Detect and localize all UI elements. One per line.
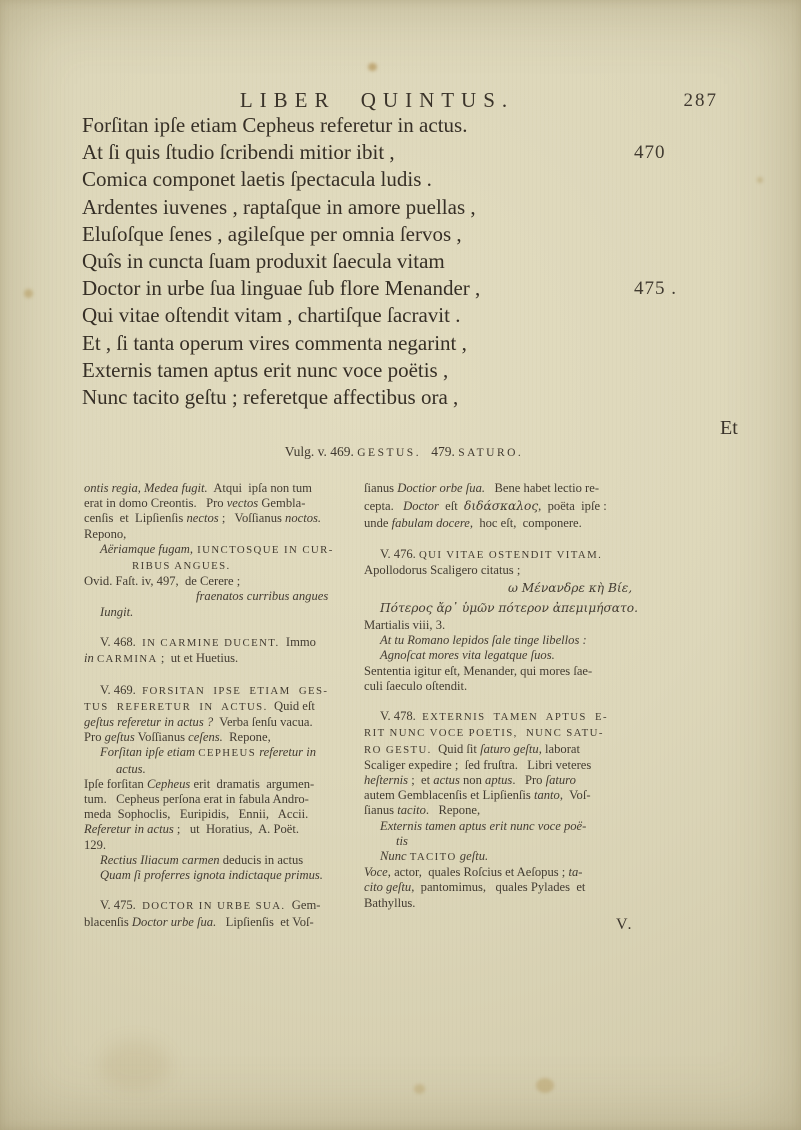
notes-column-left xyxy=(84,481,358,930)
note-line xyxy=(364,788,684,803)
text-segment: geſtus referetur in actus ? xyxy=(84,715,214,730)
note-line xyxy=(364,709,684,725)
text-segment: CARMINA xyxy=(96,653,158,666)
text-segment: cepta. xyxy=(364,499,404,514)
text-segment: geſtus xyxy=(104,730,135,745)
text-segment: RO GESTU. xyxy=(364,743,432,756)
note-line xyxy=(84,915,358,930)
verse-text: Et , ſi tanta operum vires commenta negarint , xyxy=(82,330,467,355)
note-line xyxy=(84,635,358,651)
text-segment: Lipſienſis et Voſ- xyxy=(216,914,314,929)
text-segment: Externis tamen aptus erit nunc voce poë- xyxy=(380,818,587,833)
text-segment: ſaturo xyxy=(545,773,576,788)
text-segment: ontis regia, Medea fugit. xyxy=(84,481,208,495)
verse-text: Comica componet laetis ſpectacula ludis . xyxy=(82,167,432,192)
text-segment: fabulam docere, xyxy=(391,516,474,531)
verse-text: Quîs in cuncta ſuam produxit ſaecula vitam xyxy=(82,248,445,273)
text-segment: meda Sophoclis, Euripidis, Ennii, Accii. xyxy=(84,807,309,822)
text-segment: V. 469. xyxy=(100,682,143,697)
note-line xyxy=(364,742,684,758)
text-segment: Verba ſenſu vacua. xyxy=(213,715,313,730)
text-segment: SATURO. xyxy=(458,447,524,459)
paper-stain xyxy=(24,289,33,298)
text-segment: Repono, xyxy=(84,526,127,541)
paper-stain xyxy=(368,63,377,71)
verse-line-number: 470 xyxy=(634,142,666,164)
note-line xyxy=(364,496,684,516)
text-segment: Ovid. Faſt. iv, 497, de Cerere ; xyxy=(84,574,241,589)
text-segment: . Pro xyxy=(512,773,546,788)
blank-line xyxy=(84,883,358,898)
note-line xyxy=(84,762,358,777)
verse-line xyxy=(82,384,722,411)
note-line xyxy=(84,651,358,667)
note-line xyxy=(364,725,684,741)
text-segment: Aëriamque fugam, xyxy=(100,541,194,556)
text-segment: ; ut Horatius, A. Poët. xyxy=(173,822,300,837)
verse-line-number: 475 . xyxy=(634,278,677,300)
text-segment: hoc eſt, componere. xyxy=(473,516,582,531)
text-segment: CEPHEUS xyxy=(198,747,257,760)
catchword: Et xyxy=(720,417,738,439)
text-segment: V. 475. xyxy=(100,898,143,913)
text-segment: Iungit. xyxy=(100,604,134,619)
note-line xyxy=(84,527,358,542)
text-segment: fraenatos curribus angues xyxy=(196,589,329,604)
note-line xyxy=(84,574,358,589)
note-line xyxy=(364,834,684,849)
note-line xyxy=(364,563,684,578)
text-segment: ; ut et Huetius. xyxy=(157,651,239,666)
verse-line xyxy=(82,275,722,302)
text-segment: Forſitan ipſe etiam xyxy=(100,745,199,760)
text-segment: Cepheus xyxy=(146,776,191,791)
text-segment: DOCTOR IN URBE SUA. xyxy=(142,900,286,913)
text-segment: ſaturo geſtu xyxy=(480,741,539,756)
text-segment: erit dramatis argumen- xyxy=(190,776,315,791)
text-segment: Vulg. v. 469. xyxy=(284,444,358,459)
text-segment: Pro xyxy=(84,730,105,745)
verse-text: Externis tamen aptus erit nunc voce poëtis , xyxy=(82,357,449,382)
page-number: 287 xyxy=(683,90,718,111)
text-segment: Referetur in actus xyxy=(84,822,174,837)
text-segment: referetur in xyxy=(256,745,317,760)
note-line xyxy=(84,715,358,730)
text-segment: Gembla- xyxy=(258,496,306,511)
text-segment: Doctor xyxy=(403,499,439,514)
note-line xyxy=(364,679,684,694)
note-line xyxy=(364,773,684,788)
text-segment: non xyxy=(459,773,486,788)
note-line xyxy=(364,547,684,563)
note-line xyxy=(364,618,684,633)
note-line xyxy=(84,481,358,496)
text-segment: unde xyxy=(364,516,392,531)
text-segment: , laborat xyxy=(538,741,580,756)
verse-line xyxy=(82,139,722,166)
note-line xyxy=(84,777,358,792)
note-line xyxy=(364,758,684,773)
note-line xyxy=(84,807,358,822)
text-segment: ω Μένανδρε κὴ Βίε, xyxy=(508,581,633,595)
paper-stain xyxy=(757,177,763,183)
text-segment: Quam ſi proferres ignota indictaque primus. xyxy=(100,868,323,883)
verse-line xyxy=(82,166,722,193)
note-line xyxy=(364,481,684,496)
verse-text: Eluſoſque ſenes , agileſque per omnia ſervos , xyxy=(82,221,462,246)
note-line xyxy=(364,819,684,834)
verse-text: Ardentes iuvenes , raptaſque in amore puellas , xyxy=(82,194,476,219)
note-line xyxy=(364,598,684,618)
text-segment: actus xyxy=(433,773,460,788)
verse-line xyxy=(82,357,722,384)
blank-line xyxy=(84,620,358,635)
text-segment: cito geſtu xyxy=(364,880,412,895)
text-segment: GESTUS. xyxy=(357,447,422,459)
text-segment: tis xyxy=(396,833,408,848)
text-segment: Ipſe forſitan xyxy=(84,776,147,791)
text-segment: heſternis xyxy=(364,773,409,788)
note-line xyxy=(364,516,684,531)
text-segment: Bathyllus. xyxy=(364,895,416,910)
note-line xyxy=(364,633,684,648)
note-line xyxy=(84,853,358,868)
text-segment: Martialis viii, 3. xyxy=(364,618,446,632)
page-header xyxy=(84,88,740,114)
signature-mark: V. xyxy=(616,916,634,933)
text-segment: autem Gemblacenſis et Lipſienſis xyxy=(364,788,534,803)
note-line xyxy=(84,605,358,620)
text-segment: ; Voſſianus xyxy=(218,511,286,526)
text-segment: Doctior orbe ſua. xyxy=(397,481,486,495)
text-segment: Doctor urbe ſua. xyxy=(131,914,217,929)
running-title: LIBER QUINTUS. xyxy=(239,88,515,112)
text-segment: actus. xyxy=(116,761,146,776)
text-segment: QUI VITAE OSTENDIT VITAM. xyxy=(418,548,603,561)
collation-note xyxy=(84,444,724,460)
text-segment: FORSITAN IPSE ETIAM GES- xyxy=(142,684,329,697)
verse-text: Forſitan ipſe etiam Cepheus referetur in actus. xyxy=(82,113,468,137)
note-line xyxy=(364,865,684,880)
text-segment: , actor, quales Roſcius et Aeſopus ; xyxy=(387,865,569,880)
text-segment: Repone, xyxy=(222,730,271,745)
text-segment: διδάσκαλος xyxy=(464,499,539,514)
text-segment: Rectius Iliacum carmen xyxy=(100,852,220,867)
note-line xyxy=(84,838,358,853)
blank-line xyxy=(364,531,684,546)
text-segment: Voſſianus xyxy=(134,730,189,745)
text-segment: Agnoſcat mores vita legatque ſuos. xyxy=(380,648,555,663)
note-line xyxy=(84,699,358,715)
verse-line xyxy=(82,248,722,275)
paper-stain xyxy=(100,1040,170,1090)
text-segment: tum. Cepheus perſona erat in fabula Andro- xyxy=(84,792,309,807)
verse-text: At ſi quis ſtudio ſcribendi mitior ibit , xyxy=(82,140,395,165)
note-line xyxy=(84,868,358,883)
note-line xyxy=(84,511,358,526)
note-line xyxy=(364,880,684,895)
verse-line xyxy=(82,194,722,221)
paper-stain xyxy=(536,1078,554,1093)
text-segment: ſianus xyxy=(364,481,398,495)
text-segment: V. 478. xyxy=(380,709,423,724)
text-segment: V. 476. xyxy=(380,546,419,561)
text-segment: noctos. xyxy=(285,511,322,526)
text-segment: Immo xyxy=(279,635,316,650)
paper-stain xyxy=(414,1084,425,1094)
text-segment: deducis in actus xyxy=(219,852,304,867)
text-segment: ta- xyxy=(568,865,583,880)
text-segment: RIBUS ANGUES. xyxy=(132,560,231,573)
note-line xyxy=(364,578,684,598)
note-line xyxy=(84,730,358,745)
text-segment: Quid eſt xyxy=(267,698,315,713)
verse-text: Nunc tacito geſtu ; referetque affectibus ora , xyxy=(82,384,459,409)
blank-line xyxy=(364,694,684,709)
text-segment: EXTERNIS TAMEN APTUS E- xyxy=(422,711,609,724)
text-segment: V. 468. xyxy=(100,635,143,650)
text-segment: in xyxy=(84,651,97,666)
text-segment: tanto xyxy=(533,788,560,803)
note-line xyxy=(84,589,358,604)
text-segment: Gem- xyxy=(285,898,321,913)
text-segment: Scaliger expedire ; ſed fruſtra. Libri veteres xyxy=(364,757,592,772)
text-segment: ſianus xyxy=(364,803,398,818)
verse-line xyxy=(82,112,722,139)
text-segment: ; et xyxy=(408,773,434,788)
text-segment: ceſens. xyxy=(188,730,223,745)
text-segment: , pantomimus, quales Pylades et xyxy=(411,880,586,895)
verse-block xyxy=(82,112,722,411)
text-segment: At tu Romano lepidos ſale tinge libellos : xyxy=(380,633,587,648)
note-line xyxy=(364,849,684,865)
text-segment: vectos xyxy=(226,496,259,511)
text-segment: geſtu. xyxy=(456,849,489,864)
text-segment: Sententia igitur eſt, Menander, qui mores ſae- xyxy=(364,663,593,678)
verse-text: Doctor in urbe ſua linguae ſub flore Menander , xyxy=(82,276,481,301)
note-line xyxy=(84,898,358,914)
text-segment: eſt xyxy=(438,499,465,514)
text-segment: IUNCTOSQUE IN CUR- xyxy=(193,543,334,556)
note-line xyxy=(84,792,358,807)
text-segment: , Voſ- xyxy=(559,788,591,803)
text-segment: IN CARMINE DUCENT. xyxy=(142,637,280,650)
text-segment: tacito xyxy=(397,803,426,818)
text-segment: TUS REFERETUR IN ACTUS. xyxy=(84,700,268,713)
text-segment: TACITO xyxy=(409,851,457,864)
text-segment: Apollodorus Scaligero citatus ; xyxy=(364,562,521,577)
text-segment: aptus xyxy=(485,773,513,788)
text-segment: RIT NUNC VOCE POETIS, NUNC SATU- xyxy=(364,727,604,740)
note-line xyxy=(364,896,684,911)
verse-line xyxy=(82,221,722,248)
text-segment: Atqui ipſa non tum xyxy=(207,481,312,495)
blank-line xyxy=(84,667,358,682)
text-segment: Quid ſit xyxy=(431,741,481,756)
notes-column-right xyxy=(364,481,684,911)
text-segment: blacenſis xyxy=(84,914,132,929)
note-line xyxy=(364,803,684,818)
text-segment: , poëta ipſe : xyxy=(538,499,607,514)
note-line xyxy=(84,745,358,761)
note-line xyxy=(84,542,358,558)
text-segment: nectos xyxy=(186,511,219,526)
note-line xyxy=(364,664,684,679)
note-line xyxy=(364,648,684,663)
text-segment: 479. xyxy=(421,444,459,459)
note-line xyxy=(84,496,358,511)
text-segment: cenſis et Lipſienſis xyxy=(84,511,187,526)
verse-text: Qui vitae oſtendit vitam , chartiſque ſacravit . xyxy=(82,303,461,328)
text-segment: Bene habet lectio re- xyxy=(485,481,600,495)
note-line xyxy=(84,683,358,699)
note-line xyxy=(84,822,358,837)
text-segment: Voce xyxy=(364,865,388,880)
note-line xyxy=(84,558,358,574)
verse-line xyxy=(82,302,722,329)
text-segment: Nunc xyxy=(380,849,410,864)
text-segment: 129. xyxy=(84,837,107,852)
text-segment: Πότερος ἄρ᾽ ὑμῶν πότερον ἀπεμιμήσατο. xyxy=(380,601,638,615)
text-segment: . Repone, xyxy=(425,803,481,818)
verse-line xyxy=(82,330,722,357)
text-segment: erat in domo Creontis. Pro xyxy=(84,496,227,511)
text-segment: culi ſaeculo oſtendit. xyxy=(364,678,468,693)
